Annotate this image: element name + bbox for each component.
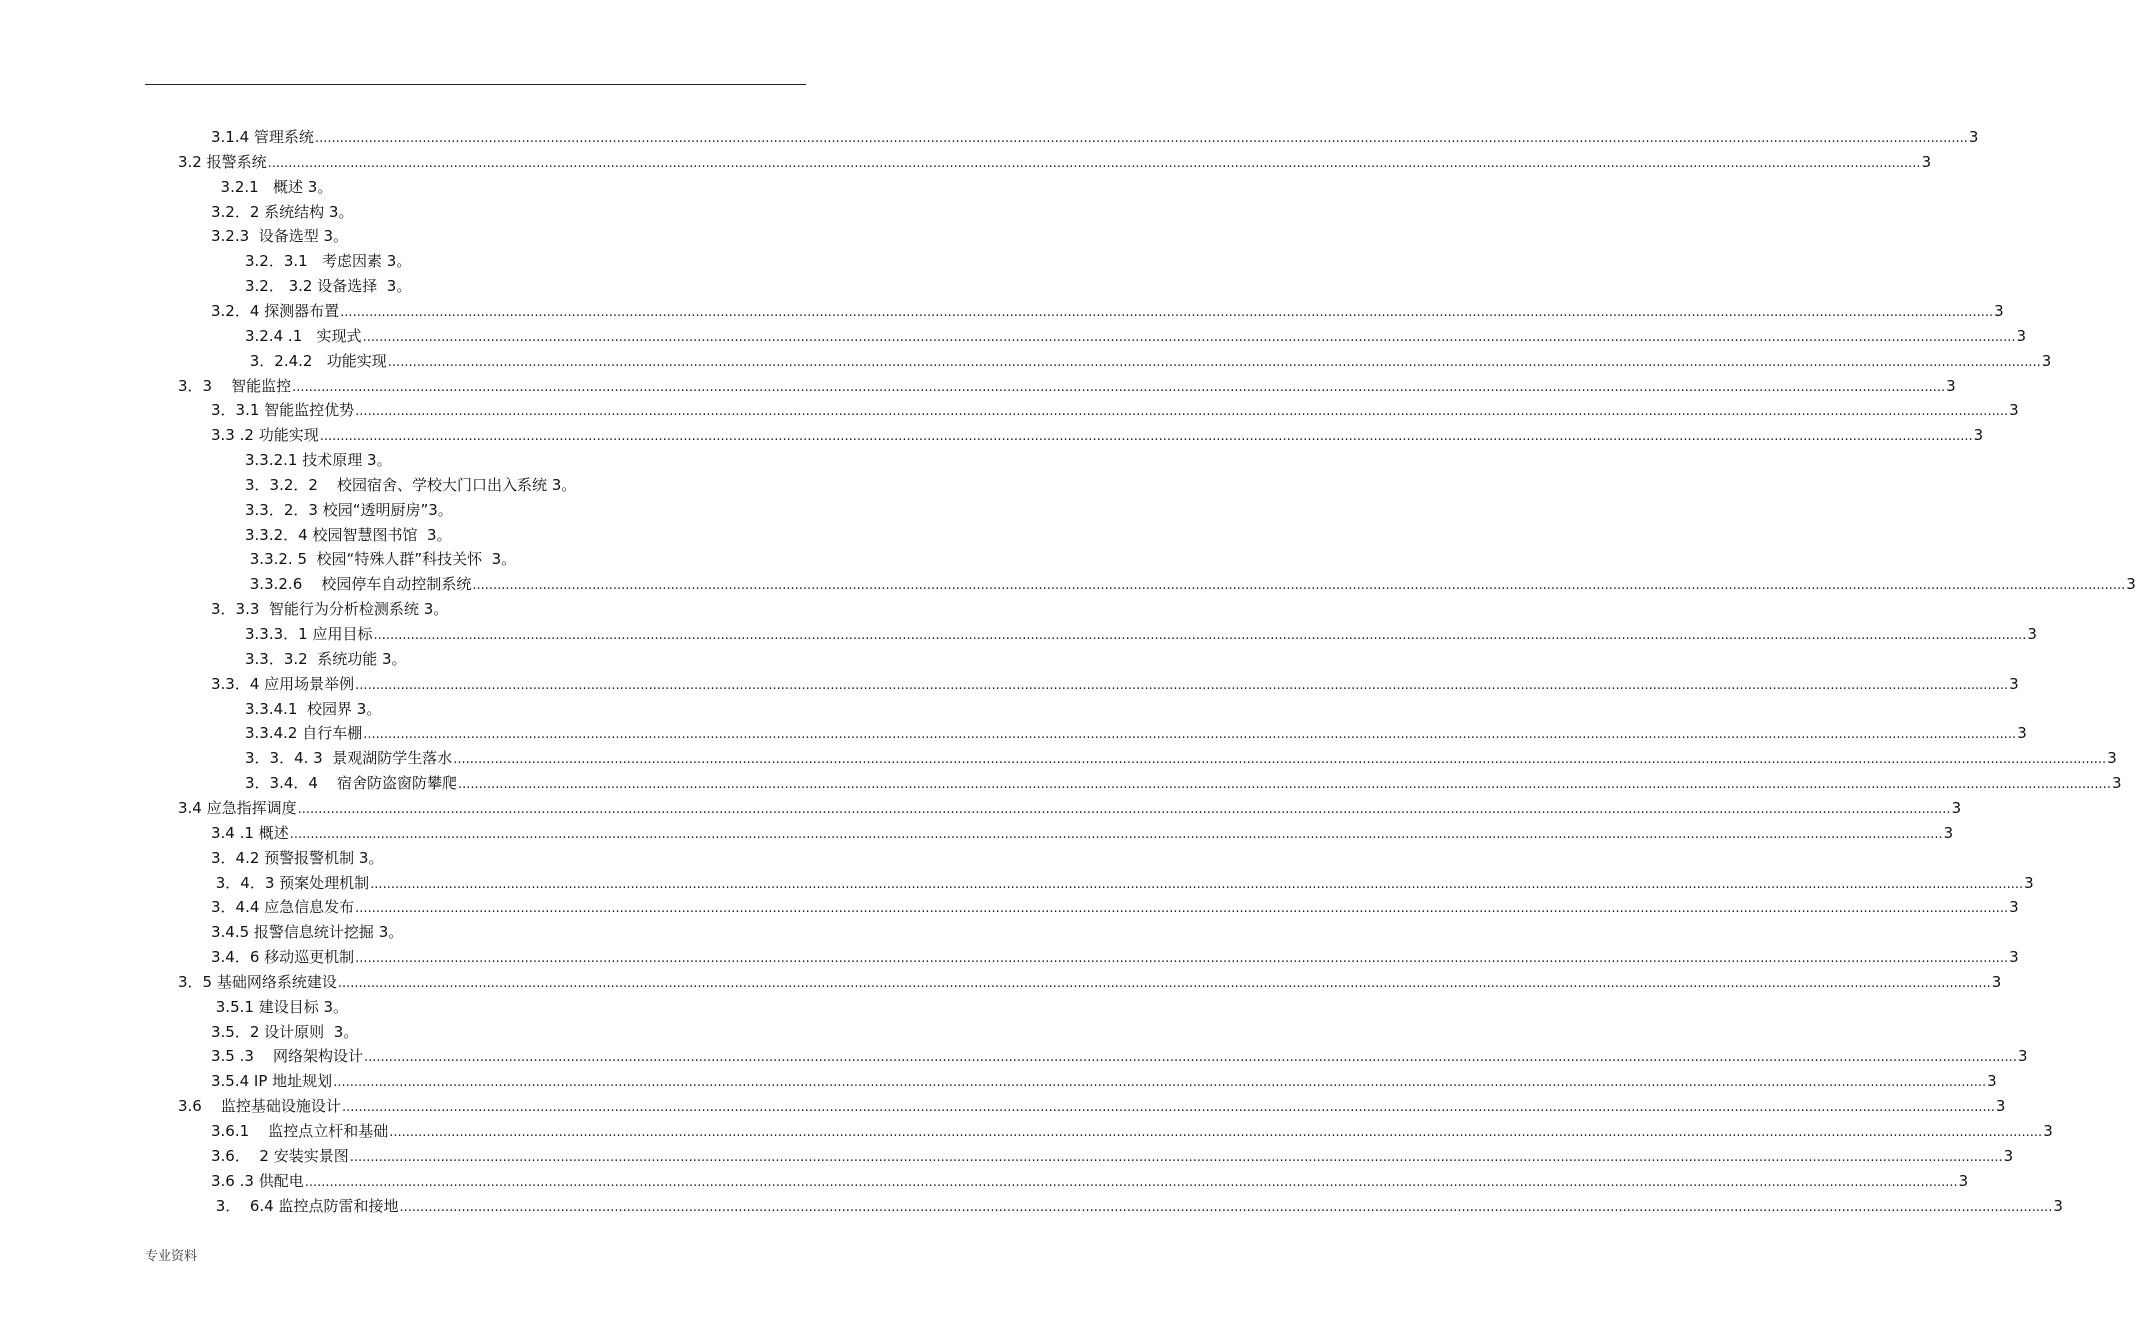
toc-dot-leader: ................................................................................................................................................................................................................................................................................................................................................................................................................ [292, 379, 1946, 395]
toc-entry[interactable] [211, 673, 2019, 695]
toc-entry-title: 3．5 基础网络系统建设 [178, 972, 337, 991]
toc-entry-title: 3.3．2．3 校园“透明厨房”3。 [245, 500, 453, 519]
toc-entry-title: 3．2.4.2 功能实现 [245, 351, 387, 370]
toc-entry[interactable] [211, 126, 1979, 148]
toc-entry[interactable] [211, 872, 2034, 894]
toc-entry-title: 3．3．4. 3 景观湖防学生落水 [245, 749, 453, 768]
toc-dot-leader: ................................................................................................................................................................................................................................................................................................................................................................................................................ [340, 304, 1994, 320]
toc-entry-title: 3．3 智能监控 [178, 376, 292, 395]
toc-page-number: 3 [2126, 575, 2136, 594]
toc-page-number: 3 [2041, 351, 2052, 370]
toc-entry[interactable] [211, 1170, 1969, 1192]
toc-dot-leader: ................................................................................................................................................................................................................................................................................................................................................................................................................ [364, 1050, 2017, 1066]
toc-entry-title: 3．4.4 应急信息发布 [211, 898, 355, 917]
toc-page-number: 3 [2009, 898, 2019, 917]
toc-dot-leader: ................................................................................................................................................................................................................................................................................................................................................................................................................ [355, 901, 2009, 917]
toc-entry-title: 3．3.1 智能监控优势 [211, 401, 355, 420]
toc-entry[interactable] [178, 151, 1932, 173]
toc-entry-title: 3.3．4 应用场景举例 [211, 674, 355, 693]
toc-dot-leader: ................................................................................................................................................................................................................................................................................................................................................................................................................ [297, 801, 1951, 817]
toc-entry[interactable] [211, 1120, 2053, 1142]
toc-entry-title: 3.2.1 概述 3。 [211, 177, 333, 196]
toc-entry[interactable] [245, 524, 452, 546]
toc-page-number: 3 [1987, 1072, 1997, 1091]
toc-page-number: 3 [1946, 376, 1956, 395]
toc-dot-leader: ................................................................................................................................................................................................................................................................................................................................................................................................................ [458, 777, 2111, 793]
toc-entry-title: 3.3.4.2 自行车棚 [245, 724, 363, 743]
toc-dot-leader: ................................................................................................................................................................................................................................................................................................................................................................................................................ [349, 1149, 2003, 1165]
toc-entry[interactable] [178, 797, 1962, 819]
toc-entry[interactable] [245, 747, 2117, 769]
toc-dot-leader: ................................................................................................................................................................................................................................................................................................................................................................................................................ [341, 1100, 1995, 1116]
toc-entry-title: 3．4.2 预警报警机制 3。 [211, 848, 384, 867]
toc-dot-leader: ................................................................................................................................................................................................................................................................................................................................................................................................................ [453, 752, 2107, 768]
toc-entry[interactable] [245, 449, 392, 471]
toc-dot-leader: ................................................................................................................................................................................................................................................................................................................................................................................................................ [319, 429, 1973, 445]
header-rule [145, 84, 806, 85]
toc-entry[interactable] [211, 847, 383, 869]
toc-page-number: 3 [2009, 401, 2019, 420]
toc-page-number: 3 [2027, 625, 2037, 643]
toc-entry[interactable] [245, 623, 2037, 645]
toc-entry-title: 3.2.4 .1 实现式 [245, 326, 362, 345]
toc-entry[interactable] [245, 548, 516, 570]
toc-entry[interactable] [245, 698, 381, 720]
toc-page-number: 3 [2016, 326, 2027, 345]
toc-entry-title: 3.4．6 移动巡更机制 [211, 948, 355, 967]
toc-page-number: 3 [1943, 823, 1954, 842]
toc-dot-leader: ................................................................................................................................................................................................................................................................................................................................................................................................................ [355, 951, 2009, 967]
toc-entry-title: 3.3.2.6 校园停车自动控制系统 [245, 575, 472, 594]
toc-page-number: 3 [2009, 948, 2019, 967]
toc-entry[interactable] [245, 499, 453, 521]
toc-entry-title: 3.3.2．4 校园智慧图书馆 3。 [245, 525, 452, 544]
toc-entry-title: 3.5.1 建设目标 3。 [211, 997, 349, 1016]
toc-page-number: 3 [1921, 152, 1932, 171]
toc-entry-title: 3.3 .2 功能实现 [211, 426, 319, 445]
toc-dot-leader: ................................................................................................................................................................................................................................................................................................................................................................................................................ [355, 404, 2009, 420]
toc-dot-leader: ................................................................................................................................................................................................................................................................................................................................................................................................................ [289, 826, 1943, 842]
toc-entry-title: 3．3.4．4 宿舍防盗窗防攀爬 [245, 774, 458, 793]
toc-entry[interactable] [245, 325, 2027, 347]
toc-entry-title: 3.4.5 报警信息统计挖掘 3。 [211, 923, 404, 942]
toc-entry[interactable] [211, 176, 332, 198]
toc-dot-leader: ................................................................................................................................................................................................................................................................................................................................................................................................................ [472, 578, 2126, 594]
toc-page-number: 3 [1994, 301, 2004, 320]
toc-entry[interactable] [245, 648, 407, 670]
toc-entry[interactable] [211, 1145, 2014, 1167]
toc-entry[interactable] [178, 1095, 2006, 1117]
toc-entry[interactable] [178, 971, 2002, 993]
toc-page-number: 3 [2003, 1146, 2014, 1165]
toc-entry[interactable] [211, 822, 1954, 844]
toc-entry[interactable] [245, 722, 2027, 744]
toc-entry[interactable] [211, 1021, 358, 1043]
toc-entry-title: 3.3.2. 5 校园“特殊人群”科技关怀 3。 [245, 550, 517, 569]
toc-entry[interactable] [211, 921, 403, 943]
toc-entry-title: 3.3.2.1 技术原理 3。 [245, 451, 392, 470]
toc-page-number: 3 [1958, 1171, 1969, 1190]
toc-entry[interactable] [211, 1195, 2063, 1217]
toc-dot-leader: ................................................................................................................................................................................................................................................................................................................................................................................................................ [373, 628, 2027, 643]
toc-entry-title: 3.6 监控基础设施设计 [178, 1097, 341, 1116]
toc-dot-leader: ................................................................................................................................................................................................................................................................................................................................................................................................................ [370, 876, 2024, 892]
toc-entry[interactable] [211, 946, 2019, 968]
toc-entry[interactable] [211, 424, 1984, 446]
toc-entry-title: 3.6 .3 供配电 [211, 1171, 304, 1190]
toc-page-number: 3 [2009, 674, 2019, 693]
toc-dot-leader: ................................................................................................................................................................................................................................................................................................................................................................................................................ [267, 155, 1921, 171]
footer-text: 专业资料 [145, 1249, 198, 1264]
toc-entry-title: 3.4 应急指挥调度 [178, 798, 297, 817]
toc-entry[interactable] [245, 250, 411, 272]
toc-entry-title: 3.2．3.1 考虑因素 3。 [245, 252, 412, 271]
toc-dot-leader: ................................................................................................................................................................................................................................................................................................................................................................................................................ [363, 727, 2017, 743]
toc-entry-title: 3.5 .3 网络架构设计 [211, 1047, 364, 1066]
toc-entry-title: 3.2．2 系统结构 3。 [211, 202, 354, 221]
toc-page-number: 3 [2111, 774, 2122, 793]
toc-dot-leader: ................................................................................................................................................................................................................................................................................................................................................................................................................ [399, 1199, 2053, 1215]
toc-entry[interactable] [211, 996, 348, 1018]
toc-entry-title: 3.6.1 监控点立杆和基础 [211, 1122, 389, 1140]
toc-entry-title: 3.3.3．1 应用目标 [245, 625, 373, 643]
toc-entry-title: 3.3．3.2 系统功能 3。 [245, 649, 407, 668]
toc-entry[interactable] [245, 772, 2122, 794]
toc-entry-title: 3.4 .1 概述 [211, 823, 289, 842]
toc-entry[interactable] [245, 350, 2052, 372]
toc-entry-title: 3． 6.4 监控点防雷和接地 [211, 1196, 399, 1215]
toc-dot-leader: ................................................................................................................................................................................................................................................................................................................................................................................................................ [337, 975, 1991, 991]
toc-page-number: 3 [2053, 1196, 2063, 1215]
toc-entry-title: 3.2． 3.2 设备选择 3。 [245, 277, 412, 296]
toc-entry-title: 3．4．3 预案处理机制 [211, 873, 370, 892]
toc-page-number: 3 [2043, 1122, 2053, 1140]
toc-dot-leader: ................................................................................................................................................................................................................................................................................................................................................................................................................ [362, 329, 2016, 345]
toc-page-number: 3 [1991, 972, 2002, 991]
toc-entry-title: 3．3.2．2 校园宿舍、学校大门口出入系统 3。 [245, 475, 577, 494]
toc-entry-title: 3.3.4.1 校园界 3。 [245, 699, 382, 718]
toc-entry[interactable] [178, 375, 1956, 397]
toc-page-number: 3 [2017, 1047, 2028, 1066]
toc-entry[interactable] [245, 275, 411, 297]
toc-page-number: 3 [1951, 798, 1962, 817]
toc-entry[interactable] [245, 474, 576, 496]
toc-page-number: 3 [1995, 1097, 2006, 1116]
toc-entry[interactable] [211, 896, 2019, 918]
toc-entry[interactable] [211, 399, 2019, 421]
toc-page-number: 3 [1968, 128, 1979, 146]
toc-entry[interactable] [211, 598, 448, 620]
toc-entry-title: 3．3.3 智能行为分析检测系统 3。 [211, 600, 449, 619]
toc-page-number: 3 [2024, 873, 2034, 892]
toc-entry[interactable] [211, 201, 353, 223]
toc-entry-title: 3.2．4 探测器布置 [211, 301, 340, 320]
toc-dot-leader: ................................................................................................................................................................................................................................................................................................................................................................................................................ [304, 1174, 1958, 1190]
toc-dot-leader: ................................................................................................................................................................................................................................................................................................................................................................................................................ [333, 1075, 1987, 1091]
toc-entry-title: 3.5.4 IP 地址规划 [211, 1072, 333, 1091]
toc-entry-title: 3.2.3 设备选型 3。 [211, 227, 349, 246]
toc-entry[interactable] [245, 573, 2136, 595]
toc-entry[interactable] [211, 1045, 2028, 1067]
toc-entry-title: 3.5．2 设计原则 3。 [211, 1022, 359, 1041]
toc-entry[interactable] [211, 225, 348, 247]
toc-page-number: 3 [2107, 749, 2117, 768]
toc-entry[interactable] [211, 1070, 1997, 1092]
toc-dot-leader: ................................................................................................................................................................................................................................................................................................................................................................................................................ [355, 677, 2009, 693]
toc-dot-leader: ................................................................................................................................................................................................................................................................................................................................................................................................................ [387, 354, 2041, 370]
toc-entry[interactable] [211, 300, 2004, 322]
toc-page-number: 3 [2017, 724, 2027, 743]
toc-entry-title: 3.6． 2 安装实景图 [211, 1146, 349, 1165]
toc-entry-title: 3.1.4 管理系统 [211, 128, 314, 146]
toc-page-number: 3 [1973, 426, 1984, 445]
toc-dot-leader: ................................................................................................................................................................................................................................................................................................................................................................................................................ [314, 131, 1968, 146]
toc-dot-leader: ................................................................................................................................................................................................................................................................................................................................................................................................................ [389, 1125, 2043, 1140]
toc-entry-title: 3.2 报警系统 [178, 152, 267, 171]
